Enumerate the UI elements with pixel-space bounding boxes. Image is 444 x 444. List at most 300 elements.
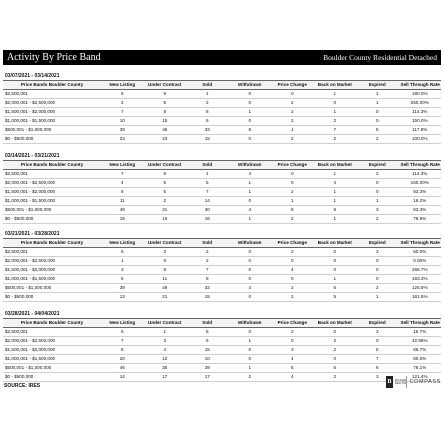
table-row [3,328,441,337]
value-cell: 0 [314,355,357,364]
table-header-row [3,161,441,170]
report-title: Activity By Price Band [7,52,101,63]
column-header: Expired [356,81,399,90]
value-cell: 0 [271,275,314,284]
price-band-cell: $2,500,001 [3,328,101,337]
value-cell: 4 [144,346,187,355]
value-cell: 2 [356,215,399,224]
value-cell: 5 [314,293,357,302]
column-header: Price Bands Boulder County [3,81,101,90]
price-band-cell: $1,000,001 - $1,500,000 [3,197,101,206]
table-header-row [3,239,441,248]
value-cell: 8 [186,108,229,117]
value-cell: 7 [314,126,357,135]
value-cell: 1 [314,90,357,99]
column-header: Withdrawn [229,161,272,170]
price-band-cell: $500,001 - $1,000,000 [3,364,101,373]
value-cell: 0 [356,337,399,346]
column-header: Price Bands Boulder County [3,239,101,248]
value-cell: 1 [229,337,272,346]
column-header: Under Contract [144,161,187,170]
value-cell: 180.0% [399,90,442,99]
value-cell: 15 [144,117,187,126]
value-cell: 1 [356,197,399,206]
value-cell: 2 [356,170,399,179]
value-cell: 1 [101,257,144,266]
column-header: Under Contract [144,81,187,90]
value-cell: 63.3% [399,206,442,215]
price-band-table [3,72,441,144]
value-cell: 33 [186,126,229,135]
value-cell: 1 [314,108,357,117]
value-cell: 250.00% [399,99,442,108]
value-cell: 0 [314,99,357,108]
price-band-cell: $0 - $500,000 [3,293,101,302]
value-cell: 2 [186,257,229,266]
table-row [3,248,441,257]
price-band-cell: $0 - $500,000 [3,215,101,224]
value-cell: 6 [229,126,272,135]
value-cell: 14 [186,197,229,206]
value-cell: 2 [271,117,314,126]
price-band-cell: $2,000,001 - $2,500,000 [3,99,101,108]
value-cell: 0 [229,248,272,257]
table-row [3,188,441,197]
value-cell: 5 [271,364,314,373]
price-band-section [3,230,441,302]
price-band-cell: $2,000,001 - $2,500,000 [3,337,101,346]
value-cell: 0 [229,293,272,302]
table-row [3,373,441,382]
value-cell: 0 [271,337,314,346]
table-row [3,275,441,284]
column-header: Expired [356,161,399,170]
value-cell: 15 [186,293,229,302]
value-cell: 0 [144,257,187,266]
column-header: New Listing [101,81,144,90]
price-band-cell: $2,500,001 [3,170,101,179]
value-cell: 2 [271,135,314,144]
value-cell: 2 [186,99,229,108]
value-cell: 2 [101,99,144,108]
price-band-cell: $1,500,001 - $2,000,000 [3,346,101,355]
value-cell: 3 [356,373,399,382]
price-band-cell: $1,000,001 - $1,500,000 [3,275,101,284]
value-cell: 8 [144,170,187,179]
value-cell: 18.2% [399,197,442,206]
value-cell: 10 [186,355,229,364]
value-cell: 3 [101,266,144,275]
value-cell: 7 [186,266,229,275]
value-cell: 4 [271,266,314,275]
value-cell: 0 [229,257,272,266]
value-cell: 4 [271,355,314,364]
column-header: Sell Through Rate [399,161,442,170]
price-band-cell: $0 - $500,000 [3,135,101,144]
value-cell: 4 [101,179,144,188]
value-cell: 0 [356,179,399,188]
value-cell: 117.9% [399,126,442,135]
value-cell: 4 [271,373,314,382]
value-cell: 0 [229,328,272,337]
value-cell: 83.3% [399,188,442,197]
value-cell: 13 [101,293,144,302]
value-cell: 2 [186,248,229,257]
table-header-row [3,81,441,90]
value-cell: 1 [229,215,272,224]
value-cell: 42.86% [399,337,442,346]
value-cell: 2 [314,117,357,126]
table-row [3,266,441,275]
price-band-cell: $1,000,001 - $1,500,000 [3,117,101,126]
value-cell: 46 [101,364,144,373]
table-row [3,337,441,346]
table-row [3,284,441,293]
value-cell: 49 [144,284,187,293]
value-cell: 6 [186,117,229,126]
column-header: Withdrawn [229,81,272,90]
value-cell: 7 [101,337,144,346]
value-cell: 17 [144,373,187,382]
value-cell: 2 [356,248,399,257]
value-cell: 20 [101,355,144,364]
value-cell: 35 [144,364,187,373]
value-cell: 150.0% [399,117,442,126]
value-cell: 1 [314,170,357,179]
value-cell: 8 [186,275,229,284]
value-cell: 8 [144,108,187,117]
value-cell: 60.0% [399,355,442,364]
value-cell: 5 [144,99,187,108]
value-cell: 0 [229,90,272,99]
column-header: New Listing [101,161,144,170]
value-cell: 5 [356,346,399,355]
value-cell: 2 [271,293,314,302]
column-header: Back on Market [314,239,357,248]
table-header-row [3,319,441,328]
value-cell: 23 [101,135,144,144]
value-cell: 6 [101,188,144,197]
value-cell: 17 [186,373,229,382]
value-cell: 6 [314,284,357,293]
value-cell: 125.6% [399,284,442,293]
value-cell: 2 [271,248,314,257]
value-cell: 2 [229,373,272,382]
value-cell: 23 [144,135,187,144]
value-cell: 21 [144,293,187,302]
value-cell: 6 [314,364,357,373]
value-cell: 32 [186,284,229,293]
value-cell: 2 [356,135,399,144]
value-cell: 266.7% [399,266,442,275]
value-cell: 100.0% [399,135,442,144]
column-header: New Listing [101,319,144,328]
price-band-cell: $2,500,001 [3,90,101,99]
value-cell: 4 [229,206,272,215]
value-cell: 6 [101,346,144,355]
report-banner [3,50,441,65]
value-cell: 7 [356,355,399,364]
value-cell: 1 [186,90,229,99]
value-cell: 2 [314,373,357,382]
value-cell: 16.7% [399,328,442,337]
value-cell: 3 [144,248,187,257]
table-row [3,355,441,364]
value-cell: 2 [356,284,399,293]
value-cell: 0 [229,99,272,108]
column-header: Withdrawn [229,319,272,328]
value-cell: 2 [356,328,399,337]
table-row [3,346,441,355]
period-label: 03/14/2021 - 03/21/2021 [5,153,60,159]
value-cell: 1 [314,215,357,224]
value-cell: 2 [271,284,314,293]
value-cell: 150.00% [399,179,442,188]
value-cell: 2 [271,99,314,108]
footer-logos [386,376,441,388]
price-band-section [3,152,441,224]
value-cell: 1 [229,179,272,188]
value-cell: 0 [229,117,272,126]
price-band-section [3,310,441,382]
column-header: Sold [186,81,229,90]
value-cell: 3 [271,346,314,355]
price-band-cell: $500,001 - $1,000,000 [3,206,101,215]
value-cell: 114.3% [399,170,442,179]
compass-logo: COMPASS [409,379,441,385]
value-cell: 1 [314,197,357,206]
value-cell: 183.3% [399,275,442,284]
value-cell: 11 [101,197,144,206]
column-header: Price Bands Boulder County [3,319,101,328]
price-band-cell: $1,500,001 - $2,000,000 [3,188,101,197]
value-cell: 15 [186,135,229,144]
column-header: Price Bands Boulder County [3,161,101,170]
value-cell: 1 [186,170,229,179]
value-cell: 4 [314,179,357,188]
value-cell: 0 [271,257,314,266]
value-cell: 6 [101,328,144,337]
value-cell: 2 [271,328,314,337]
value-cell: 114.3% [399,108,442,117]
value-cell: 6 [101,248,144,257]
value-cell: 9 [314,206,357,215]
value-cell: 1 [271,126,314,135]
value-cell: 2 [271,188,314,197]
value-cell: 121.4% [399,373,442,382]
value-cell: 5 [186,179,229,188]
column-header: Under Contract [144,319,187,328]
period-label: 03/28/2021 - 04/04/2021 [5,311,60,317]
column-header: Expired [356,239,399,248]
price-band-section [3,72,441,144]
table-row [3,108,441,117]
column-header: Expired [356,319,399,328]
value-cell: 0 [356,257,399,266]
value-cell: 0 [356,275,399,284]
value-cell: 11 [144,275,187,284]
table-row [3,197,441,206]
source-note: SOURCE: IRES [4,383,41,389]
value-cell: 12 [144,355,187,364]
value-cell: 0 [314,248,357,257]
value-cell: 7 [101,170,144,179]
price-band-cell: $2,000,001 - $2,500,000 [3,257,101,266]
value-cell: 1 [356,293,399,302]
value-cell: 0 [271,170,314,179]
column-header: Price Change [271,319,314,328]
value-cell: 9 [144,90,187,99]
value-cell: 39 [101,284,144,293]
table-row [3,257,441,266]
value-cell: 1 [314,188,357,197]
value-cell: 0 [314,257,357,266]
table-row [3,364,441,373]
column-header: Sold [186,319,229,328]
value-cell: 10 [101,117,144,126]
report-subtitle: Boulder County Residential Detached [323,53,437,62]
table-row [3,135,441,144]
value-cell: 39 [186,364,229,373]
value-cell: 5 [356,126,399,135]
price-band-cell: $1,500,001 - $2,000,000 [3,266,101,275]
value-cell: 0 [356,108,399,117]
value-cell: 1 [229,188,272,197]
value-cell: 0 [229,275,272,284]
column-header: Under Contract [144,239,187,248]
value-cell: 1 [314,275,357,284]
value-cell: 16 [186,215,229,224]
value-cell: 0 [271,90,314,99]
value-cell: 4 [229,284,272,293]
value-cell: 0 [229,346,272,355]
value-cell: 78.9% [399,215,442,224]
realtor-logo-text: BOULDER REALTOR [395,379,408,385]
price-band-cell: $2,000,001 - $2,500,000 [3,179,101,188]
column-header: Back on Market [314,319,357,328]
table-row [3,117,441,126]
value-cell: 0 [229,266,272,275]
column-header: Back on Market [314,81,357,90]
value-cell: 5 [101,90,144,99]
value-cell: 1 [229,364,272,373]
value-cell: 46 [144,126,187,135]
table-row [3,215,441,224]
value-cell: 0 [229,197,272,206]
value-cell: 5 [186,328,229,337]
value-cell: 3 [356,206,399,215]
period-label: 03/07/2021 - 03/14/2021 [5,73,60,79]
column-header: Sell Through Rate [399,239,442,248]
value-cell: 1 [229,108,272,117]
value-cell: 1 [356,90,399,99]
value-cell: 0 [356,117,399,126]
price-band-cell: $2,500,001 [3,248,101,257]
value-cell: 6 [186,337,229,346]
column-header: New Listing [101,239,144,248]
value-cell: 4 [229,170,272,179]
table-row [3,170,441,179]
value-cell: 30 [186,206,229,215]
value-cell: 2 [314,346,357,355]
value-cell: 5 [144,188,187,197]
price-band-cell: $500,001 - $1,000,000 [3,284,101,293]
value-cell: 2 [271,108,314,117]
value-cell: 0 [229,355,272,364]
period-label: 03/21/2021 - 03/28/2021 [5,231,60,237]
value-cell: 50.0% [399,248,442,257]
table-row [3,90,441,99]
realtor-logo-icon: B [386,376,393,388]
value-cell: 15 [144,215,187,224]
value-cell: 2 [314,135,357,144]
value-cell: 6 [144,179,187,188]
value-cell: 0 [271,179,314,188]
value-cell: 1 [356,99,399,108]
price-band-cell: $500,001 - $1,000,000 [3,126,101,135]
value-cell: 0 [314,328,357,337]
value-cell: 6 [356,364,399,373]
price-band-table [3,230,441,302]
value-cell: 0.00% [399,257,442,266]
value-cell: 0 [356,188,399,197]
value-cell: 7 [186,188,229,197]
column-header: Withdrawn [229,239,272,248]
column-header: Price Change [271,161,314,170]
value-cell: 1 [271,197,314,206]
value-cell: 2 [144,197,187,206]
value-cell: 15 [186,346,229,355]
value-cell: 49 [101,206,144,215]
value-cell: 19 [101,215,144,224]
value-cell: 39 [101,126,144,135]
column-header: Price Change [271,81,314,90]
value-cell: 5 [271,206,314,215]
table-row [3,206,441,215]
table-row [3,99,441,108]
column-header: Back on Market [314,161,357,170]
value-cell: 0 [356,266,399,275]
price-band-cell: $0 - $500,000 [3,373,101,382]
value-cell: 14 [101,373,144,382]
value-cell: 66.7% [399,346,442,355]
column-header: Sold [186,161,229,170]
value-cell: 161.5% [399,293,442,302]
value-cell: 31 [144,206,187,215]
table-row [3,126,441,135]
column-header: Sell Through Rate [399,81,442,90]
value-cell: 1 [144,328,187,337]
price-band-cell: $1,000,001 - $1,500,000 [3,355,101,364]
value-cell: 0 [229,135,272,144]
column-header: Sell Through Rate [399,319,442,328]
value-cell: 0 [314,266,357,275]
price-band-table [3,310,441,382]
value-cell: 76.1% [399,364,442,373]
value-cell: 2 [271,215,314,224]
column-header: Price Change [271,239,314,248]
price-band-table [3,152,441,224]
column-header: Sold [186,239,229,248]
value-cell: 7 [101,108,144,117]
logo-divider [406,376,407,388]
value-cell: 3 [144,337,187,346]
value-cell: 6 [101,275,144,284]
value-cell: 2 [314,337,357,346]
table-row [3,179,441,188]
table-row [3,293,441,302]
price-band-cell: $1,500,001 - $2,000,000 [3,108,101,117]
